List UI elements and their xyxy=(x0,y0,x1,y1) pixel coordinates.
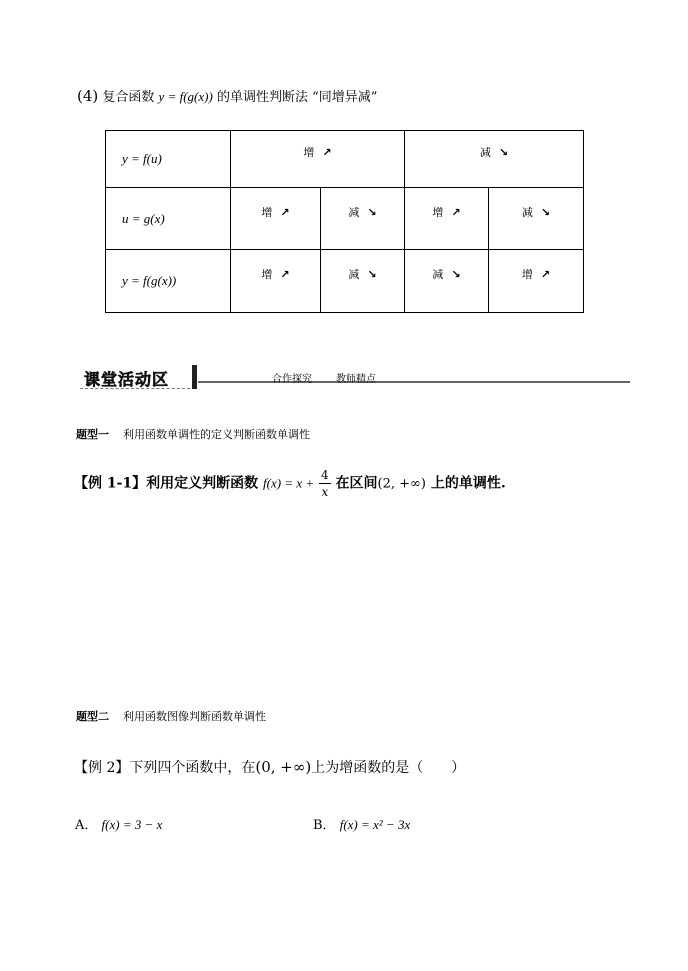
section-4-heading xyxy=(77,86,377,105)
cell-text: 增 xyxy=(261,205,273,219)
example-text: 下列四个函数中，在 xyxy=(129,760,256,776)
example-tag: 【例 1-1】 xyxy=(74,475,147,492)
cell-text: 减 xyxy=(348,205,360,219)
arrow-down-right-icon: ↘ xyxy=(367,205,377,219)
section-formula: y = f(g(x)) xyxy=(158,89,213,104)
fraction xyxy=(319,467,331,500)
cell-text: 减 xyxy=(348,268,360,282)
table-cell xyxy=(321,250,405,313)
arrow-up-right-icon: ↗ xyxy=(280,268,290,282)
option-label: B． xyxy=(313,818,336,833)
arrow-up-right-icon: ↗ xyxy=(540,268,551,282)
banner-rule-line xyxy=(198,381,630,383)
example-text-end: 上的单调性. xyxy=(430,475,506,492)
table-cell xyxy=(405,250,489,313)
arrow-up-right-icon: ↗ xyxy=(322,146,332,159)
banner-subtitle-teacher: 教师精点 xyxy=(336,374,376,385)
fraction-numerator: 4 xyxy=(321,468,329,482)
fraction-denominator: x xyxy=(321,485,329,499)
option-formula: f(x) = 3 − x xyxy=(101,817,163,832)
cell-text: 增 xyxy=(432,205,444,219)
option-label: A． xyxy=(75,818,98,833)
table-cell xyxy=(405,187,489,250)
section-text-after: 的单调性判断法 xyxy=(216,90,308,105)
row-label-composite: y = f(g(x)) xyxy=(106,250,231,313)
example-1-1 xyxy=(74,467,506,500)
arrow-up-right-icon: ↗ xyxy=(451,205,461,219)
option-a xyxy=(75,814,162,833)
interval: (2, +∞) xyxy=(377,476,426,492)
arrow-down-right-icon: ↘ xyxy=(367,268,377,282)
cell-text: 增 xyxy=(261,268,273,282)
table-cell xyxy=(231,187,321,250)
banner-subtitle-cooperate: 合作探究 xyxy=(272,374,312,385)
example-text-interval: 在区间 xyxy=(335,475,378,492)
monotonicity-table xyxy=(105,130,584,313)
table-cell xyxy=(489,250,584,313)
interval: (0, +∞) xyxy=(255,758,312,776)
example-text-end: 上为增函数的是（ ） xyxy=(311,760,466,776)
function-formula: f(x) = x + xyxy=(263,475,315,491)
table-cell xyxy=(405,131,584,188)
option-formula: f(x) = x² − 3x xyxy=(339,817,411,832)
arrow-up-right-icon: ↗ xyxy=(280,205,290,219)
banner-divider-bar xyxy=(192,365,197,389)
cell-text: 减 xyxy=(432,268,444,282)
question-type-1 xyxy=(76,426,310,442)
table-cell xyxy=(489,187,584,250)
banner-dotted-underline xyxy=(80,388,190,389)
section-text-before: 复合函数 xyxy=(102,90,155,105)
question-type-label: 题型二 xyxy=(76,710,109,723)
cell-text: 增 xyxy=(303,146,315,159)
cell-text: 减 xyxy=(521,205,533,219)
arrow-down-right-icon: ↘ xyxy=(498,146,509,159)
question-type-text: 利用函数单调性的定义判断函数单调性 xyxy=(123,428,310,441)
table-row xyxy=(106,131,584,188)
option-b xyxy=(313,814,410,833)
question-type-label: 题型一 xyxy=(76,428,109,441)
table-cell xyxy=(231,250,321,313)
table-cell xyxy=(231,131,405,188)
cell-text: 减 xyxy=(479,146,491,159)
row-label-inner: u = g(x) xyxy=(106,187,231,250)
cell-text: 增 xyxy=(521,268,533,282)
arrow-down-right-icon: ↘ xyxy=(451,268,461,282)
table-cell xyxy=(321,187,405,250)
example-text: 利用定义判断函数 xyxy=(146,475,259,492)
example-2 xyxy=(74,757,465,777)
question-type-text: 利用函数图像判断函数单调性 xyxy=(123,710,266,723)
table-row xyxy=(106,250,584,313)
section-rule: “同增异减” xyxy=(312,90,378,105)
section-number: (4) xyxy=(77,87,99,105)
example-tag: 【例 2】 xyxy=(74,760,130,776)
section-banner xyxy=(78,364,630,390)
row-label-outer: y = f(u) xyxy=(106,131,231,188)
arrow-down-right-icon: ↘ xyxy=(540,205,551,219)
question-type-2 xyxy=(76,708,266,724)
banner-title: 课堂活动区 xyxy=(84,370,170,389)
table-row xyxy=(106,187,584,250)
